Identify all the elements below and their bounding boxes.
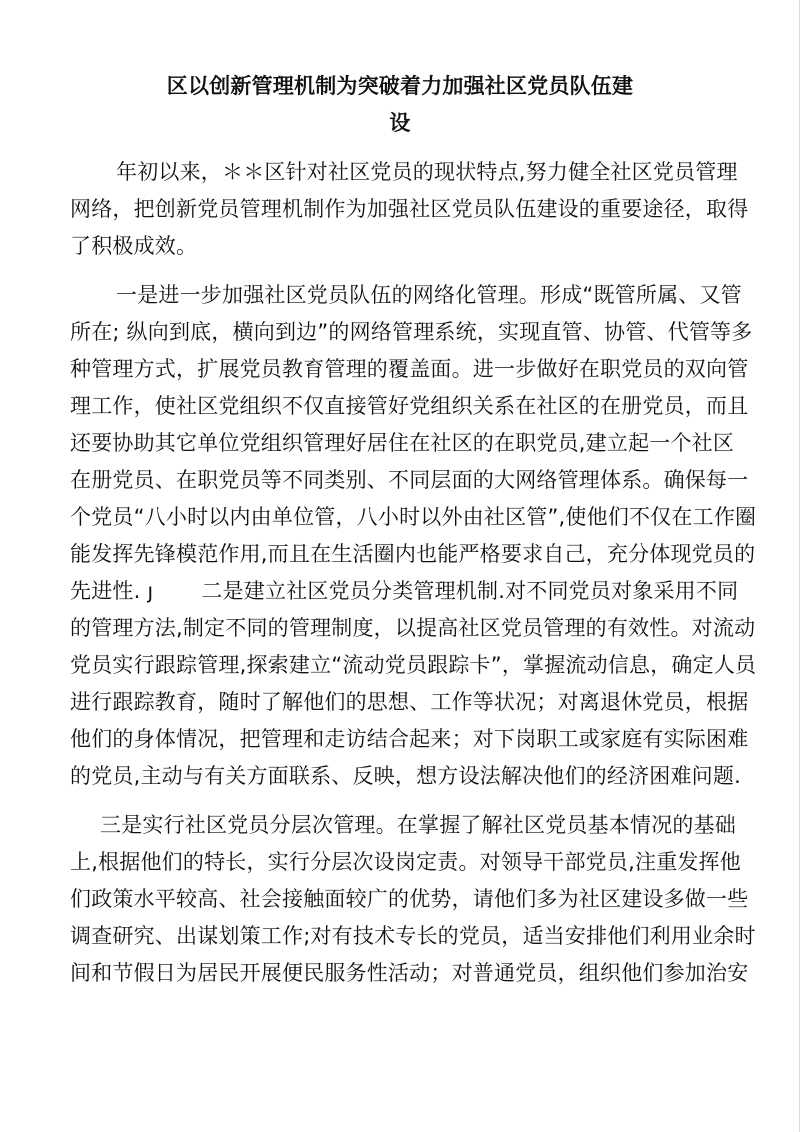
paragraph-tiered-management — [70, 807, 756, 992]
paragraph-line: 所在; 纵向到底，横向到边”的网络管理系统，实现直管、协管、代管等多 — [70, 320, 753, 344]
paragraph-line: 三是实行社区党员分层次管理。在掌握了解社区党员基本情况的基础 — [100, 813, 736, 837]
paragraph-line: 他们的身体情况，把管理和走访结合起来；对下岗职工或家庭有实际困难 — [70, 727, 749, 751]
paragraph-line-end: 先进性. — [70, 579, 148, 603]
paragraph-networked-management — [70, 277, 757, 610]
title-line-1: 区以创新管理机制为突破着力加强社区党员队伍建 — [166, 74, 634, 98]
paragraph-line: 理工作，使社区党组织不仅直接管好党组织关系在社区的在册党员，而且 — [70, 394, 749, 418]
paragraph-line-start: 二是建立社区党员分类管理机制.对不同党员对象采用不同 — [201, 579, 739, 603]
paragraph-line: 一是进一步加强社区党员队伍的网络化管理。形成“既管所属、又管 — [116, 283, 742, 307]
paragraph-line: 网络，把创新党员管理机制作为加强社区党员队伍建设的重要途径，取得 — [70, 197, 749, 221]
paragraph-line: 进行跟踪教育，随时了解他们的思想、工作等状况；对离退休党员，根据 — [70, 690, 749, 714]
paragraph-line: 们政策水平较高、社会接触面较广的优势，请他们多为社区建设多做一些 — [70, 887, 749, 911]
paragraph-line: 年初以来，＊＊区针对社区党员的现状特点,努力健全社区党员管理 — [116, 160, 738, 184]
paragraph-line: 了积极成效。 — [70, 234, 198, 258]
document-title — [60, 68, 740, 142]
paragraph-line: 在册党员、在职党员等不同类别、不同层面的大网络管理体系。确保每一 — [70, 468, 749, 492]
document-body — [70, 154, 757, 992]
paragraph-line: 能发挥先锋模范作用,而且在生活圈内也能严格要求自己，充分体现党员的 — [70, 542, 756, 566]
paragraph-classified-management — [70, 610, 757, 795]
paragraph-line: 个党员“八小时以内由单位管，八小时以外由社区管”,使他们不仅在工作圈 — [70, 505, 757, 529]
stray-mark: ȷ — [147, 579, 154, 603]
paragraph-line: 种管理方式，扩展党员教育管理的覆盖面。进一步做好在职党员的双向管 — [70, 357, 749, 381]
paragraph-line: 还要协助其它单位党组织管理好居住在社区的在职党员,建立起一个社区 — [70, 431, 735, 455]
paragraph-intro — [70, 154, 749, 265]
paragraph-line: 党员实行跟踪管理,探索建立“流动党员跟踪卡”，掌握流动信息，确定人员 — [70, 653, 757, 677]
paragraph-line: 调查研究、出谋划策工作;对有技术专长的党员，适当安排他们利用业余时 — [70, 924, 756, 948]
paragraph-line: 上,根据他们的特长，实行分层次设岗定责。对领导干部党员,注重发挥他 — [70, 850, 741, 874]
paragraph-line: 间和节假日为居民开展便民服务性活动；对普通党员，组织他们参加治安 — [70, 961, 749, 985]
paragraph-line: 的管理方法,制定不同的管理制度，以提高社区党员管理的有效性。对流动 — [70, 616, 756, 640]
paragraph-line-mixed — [70, 573, 739, 610]
paragraph-line: 的党员,主动与有关方面联系、反映，想方设法解决他们的经济困难问题. — [70, 764, 741, 788]
title-line-2: 设 — [389, 111, 411, 135]
